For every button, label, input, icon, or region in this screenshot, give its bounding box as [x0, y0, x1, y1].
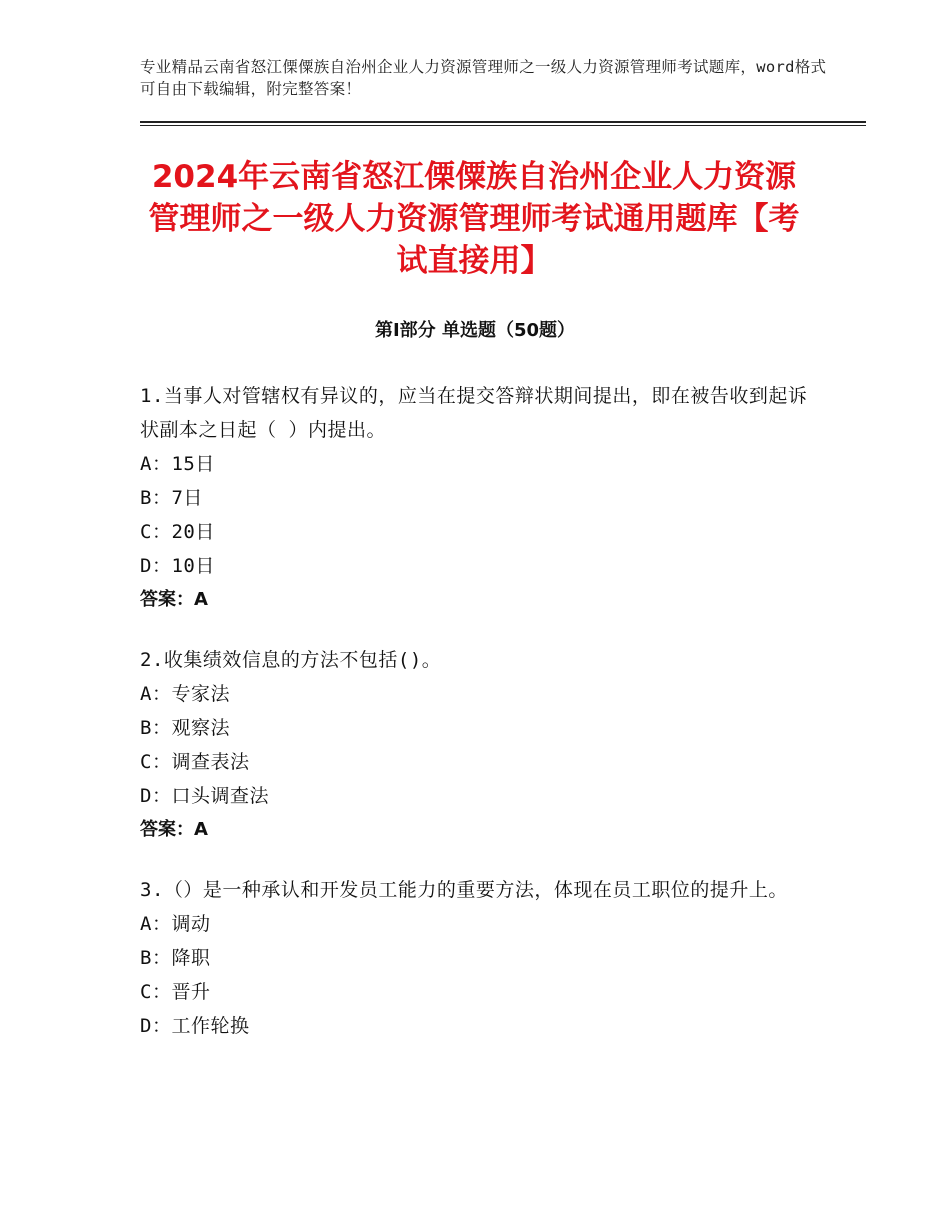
option-d: D：10日: [140, 555, 215, 577]
option-b: B：7日: [140, 487, 203, 509]
option-a: A：专家法: [140, 683, 230, 705]
option-a: A：15日: [140, 453, 215, 475]
header-divider-thin: [140, 125, 866, 126]
option-a: A：调动: [140, 913, 211, 935]
option-d: D：口头调查法: [140, 785, 269, 807]
question-stem: 3.（）是一种承认和开发员工能力的重要方法，体现在员工职位的提升上。: [140, 879, 788, 901]
question-list: [140, 379, 810, 1069]
section-title: 第Ⅰ部分 单选题（50题）: [374, 320, 575, 341]
question-stem: 1.当事人对管辖权有异议的，应当在提交答辩状期间提出，即在被告收到起诉状副本之日起（ ）内提出。: [140, 385, 808, 441]
option-b: B：观察法: [140, 717, 230, 739]
option-b: B：降职: [140, 947, 211, 969]
header-note: 专业精品云南省怒江傈僳族自治州企业人力资源管理师之一级人力资源管理师考试题库，word格式可自由下载编辑，附完整答案！: [140, 58, 827, 98]
option-c: C：调查表法: [140, 751, 250, 773]
option-c: C：晋升: [140, 981, 211, 1003]
answer-line: 答案：A: [140, 819, 208, 840]
option-c: C：20日: [140, 521, 215, 543]
question-2: [140, 643, 810, 847]
question-stem: 2.收集绩效信息的方法不包括()。: [140, 649, 442, 671]
header-divider-thick: [140, 121, 866, 123]
answer-line: 答案：A: [140, 589, 208, 610]
question-3: [140, 873, 810, 1043]
question-1: [140, 379, 810, 617]
document-title: 2024年云南省怒江傈僳族自治州企业人力资源管理师之一级人力资源管理师考试通用题库【考试直接用】: [148, 159, 800, 279]
option-d: D：工作轮换: [140, 1015, 250, 1037]
